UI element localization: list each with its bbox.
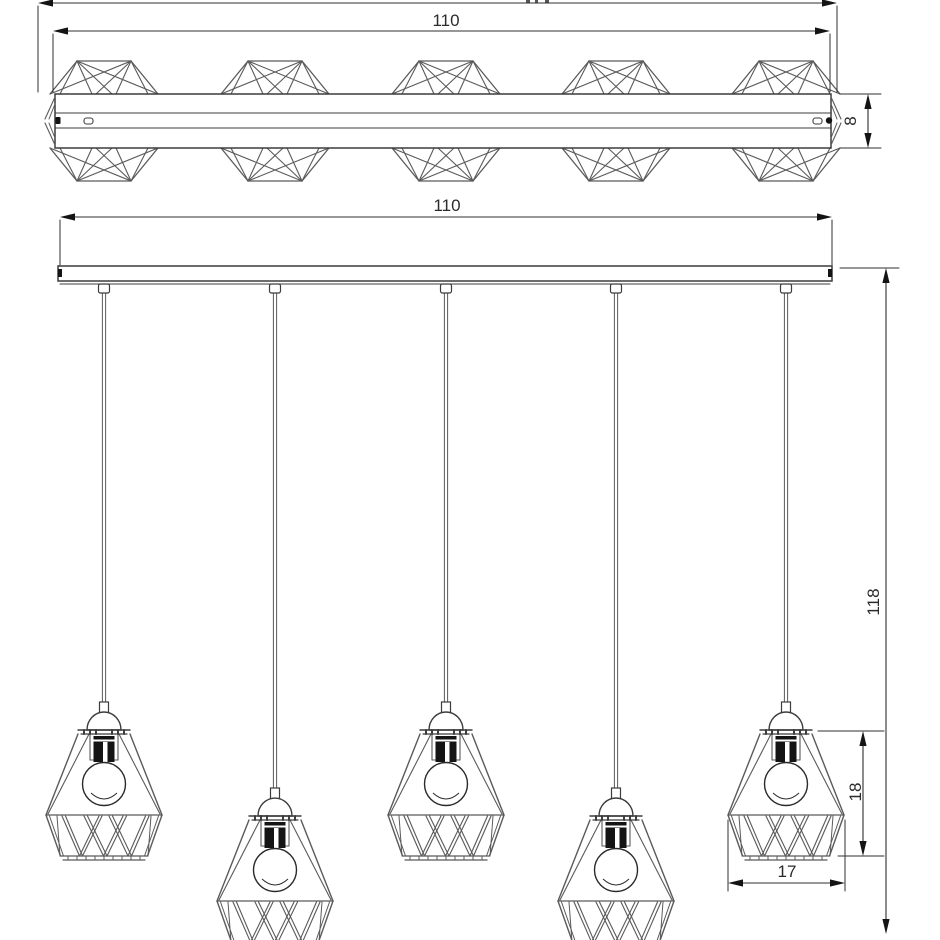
mounting-slot [813, 118, 822, 124]
cage-vee [422, 816, 442, 856]
cage-vee [80, 816, 100, 856]
cage-vee [259, 902, 279, 940]
wire [248, 61, 283, 94]
cage-rib [390, 734, 431, 814]
cage-vee [84, 816, 104, 856]
suspension-cord [270, 284, 281, 788]
cage-rib [290, 820, 331, 900]
cage-rib [392, 816, 406, 856]
ceiling-bar-front-view [58, 266, 832, 284]
cage-edge [301, 820, 333, 901]
wire [589, 61, 624, 94]
cage-vee [66, 816, 83, 856]
cage-vee [88, 816, 108, 856]
wire [831, 123, 837, 138]
cage-vee [766, 816, 786, 856]
cage-rib [219, 820, 260, 900]
socket-highlight [785, 742, 790, 762]
cage-rib [560, 820, 601, 900]
cage-edge [728, 734, 760, 815]
wire [473, 148, 490, 181]
wire [60, 61, 77, 94]
cage-edge [642, 820, 674, 901]
cage-vee [770, 816, 790, 856]
cage-vee [303, 902, 321, 940]
cage-rib [730, 734, 771, 814]
cage-rib [50, 816, 64, 856]
cropped-label-remnant [535, 0, 538, 3]
end-fitting [828, 269, 832, 277]
wire [643, 148, 660, 181]
cage-vee [404, 816, 422, 856]
cage-vee [621, 902, 640, 940]
cage-vee [592, 902, 612, 940]
dome-cap [429, 712, 463, 730]
wire [231, 61, 248, 94]
wire [248, 148, 283, 181]
cage-vee [600, 902, 620, 940]
wire [589, 148, 624, 181]
socket-highlight [445, 742, 450, 762]
cage-rib [221, 902, 235, 940]
cord-grip [441, 284, 452, 293]
arrowhead [60, 213, 75, 220]
cage-end-tip [831, 97, 841, 145]
cage-vee [62, 816, 80, 856]
cage-vee [426, 816, 446, 856]
cage-vee [233, 902, 251, 940]
wire [60, 148, 77, 181]
arrowhead [822, 0, 837, 7]
cage-vee [254, 902, 274, 940]
arrowhead [864, 94, 871, 109]
cage-vee [107, 816, 127, 856]
wire [267, 61, 302, 94]
arrowhead [864, 133, 871, 148]
dome-cap [87, 712, 121, 730]
cage-edge [558, 820, 590, 901]
wire [813, 148, 830, 181]
suspension-cord [781, 284, 792, 702]
cage-vee [284, 902, 303, 940]
wire [77, 148, 112, 181]
end-fitting [56, 117, 61, 124]
cage-vee [744, 816, 762, 856]
cage-vee [455, 816, 474, 856]
mounting-slot [84, 118, 93, 124]
front-view-overall-drop-dimension-label: 118 [864, 588, 883, 616]
cage-edge [472, 734, 504, 815]
cage-vee [578, 902, 595, 940]
cage-vee [791, 816, 810, 856]
wire [813, 61, 830, 94]
arrowhead [728, 879, 743, 886]
cage-vee [430, 816, 450, 856]
cage-vee [251, 902, 271, 940]
end-fitting [58, 269, 62, 277]
socket-highlight [103, 742, 108, 762]
cage-vee [278, 902, 298, 940]
wire [438, 61, 473, 94]
wire [402, 148, 419, 181]
cord-grip [781, 284, 792, 293]
bar-body [58, 266, 832, 281]
cage-vee [762, 816, 782, 856]
cage-vee [748, 816, 765, 856]
wire [419, 148, 454, 181]
arrowhead [38, 0, 53, 7]
dome-cap [769, 712, 803, 730]
cage-vee [408, 816, 425, 856]
cage-vee [795, 816, 814, 856]
cage-vee [299, 902, 317, 940]
cage-vee [128, 816, 146, 856]
ceiling-bar-top-view [55, 94, 832, 148]
wire [608, 148, 643, 181]
wire [96, 148, 131, 181]
front-view-geometry [46, 266, 844, 940]
dome-cap [599, 798, 633, 816]
pendant-lamp [217, 788, 333, 940]
wire [231, 148, 248, 181]
cage-vee [425, 816, 445, 856]
wire [572, 61, 589, 94]
cage-vee [574, 902, 592, 940]
wire [608, 61, 643, 94]
wire [302, 61, 319, 94]
arrowhead [53, 27, 68, 34]
cage-vee [255, 902, 275, 940]
arrowhead [815, 27, 830, 34]
wire [419, 61, 454, 94]
cropped-label-remnant [545, 0, 549, 3]
cage-edge [46, 734, 78, 815]
cage-vee [644, 902, 662, 940]
cage-vee [596, 902, 616, 940]
top-view-geometry [45, 61, 841, 181]
wire [96, 61, 131, 94]
cage-vee [640, 902, 658, 940]
bar-body [55, 94, 831, 148]
wire [302, 148, 319, 181]
cage-edge [388, 734, 420, 815]
cage-rib [801, 734, 842, 814]
wire [742, 61, 759, 94]
wire [49, 123, 55, 138]
arrowhead [882, 268, 889, 283]
cropped-label-remnant [526, 0, 530, 3]
cord-grip [99, 284, 110, 293]
wire [402, 61, 419, 94]
cage-vee [113, 816, 132, 856]
dome-cap [258, 798, 292, 816]
end-fitting [826, 117, 832, 123]
cord-grip [270, 284, 281, 293]
wire [438, 148, 473, 181]
cage-rib [631, 820, 672, 900]
arrowhead [882, 919, 889, 934]
cage-rib [48, 734, 89, 814]
wire [643, 61, 660, 94]
cage-vee [616, 902, 636, 940]
shade-height-dimension-label: 18 [846, 782, 865, 802]
wire [778, 61, 813, 94]
socket-highlight [615, 828, 620, 848]
front-view-width-dimension-label: 110 [433, 196, 461, 215]
cage-vee [275, 902, 295, 940]
wire [778, 148, 813, 181]
socket-highlight [274, 828, 279, 848]
shade-diameter-dimension-label: 17 [777, 862, 797, 881]
wire [131, 148, 148, 181]
wire [742, 148, 759, 181]
cage-vee [595, 902, 615, 940]
wire [831, 104, 837, 119]
cage-vee [237, 902, 254, 940]
cage-vee [786, 816, 806, 856]
arrowhead [859, 731, 866, 746]
cord-grip [611, 284, 622, 293]
top-view-width-dimension-label: 110 [432, 11, 460, 30]
top-view-depth-dimension-label: 8 [841, 116, 860, 126]
cage-vee [451, 816, 470, 856]
cage-edge [130, 734, 162, 815]
arrowhead [830, 879, 845, 886]
cage-vee [765, 816, 785, 856]
pendant-lamp [46, 702, 162, 860]
cage-rib [562, 902, 576, 940]
arrowhead [817, 213, 832, 220]
cage-vee [83, 816, 103, 856]
cage-vee [280, 902, 299, 940]
cage-end-tip [45, 97, 55, 145]
pendant-lamp [558, 788, 674, 940]
wire [267, 148, 302, 181]
cage-edge [217, 820, 249, 901]
wire [572, 148, 589, 181]
cage-vee [109, 816, 128, 856]
cage-vee [449, 816, 469, 856]
cage-vee [104, 816, 124, 856]
pendant-lamp [728, 702, 844, 860]
cage-vee [789, 816, 809, 856]
wire [131, 61, 148, 94]
suspension-cord [611, 284, 622, 788]
cage-edge [812, 734, 844, 815]
wire [759, 61, 794, 94]
cage-rib [461, 734, 502, 814]
cage-vee [625, 902, 644, 940]
cage-vee [446, 816, 466, 856]
cage-rib [732, 816, 746, 856]
cage-vee [810, 816, 828, 856]
arrowhead [859, 841, 866, 856]
pendant-lamp [388, 702, 504, 860]
wire [77, 61, 112, 94]
cage-vee [619, 902, 639, 940]
cage-rib [119, 734, 160, 814]
suspension-cord [99, 284, 110, 702]
wire [49, 104, 55, 119]
cage-vee [470, 816, 488, 856]
wire [473, 61, 490, 94]
suspension-cord [441, 284, 452, 702]
wire [759, 148, 794, 181]
